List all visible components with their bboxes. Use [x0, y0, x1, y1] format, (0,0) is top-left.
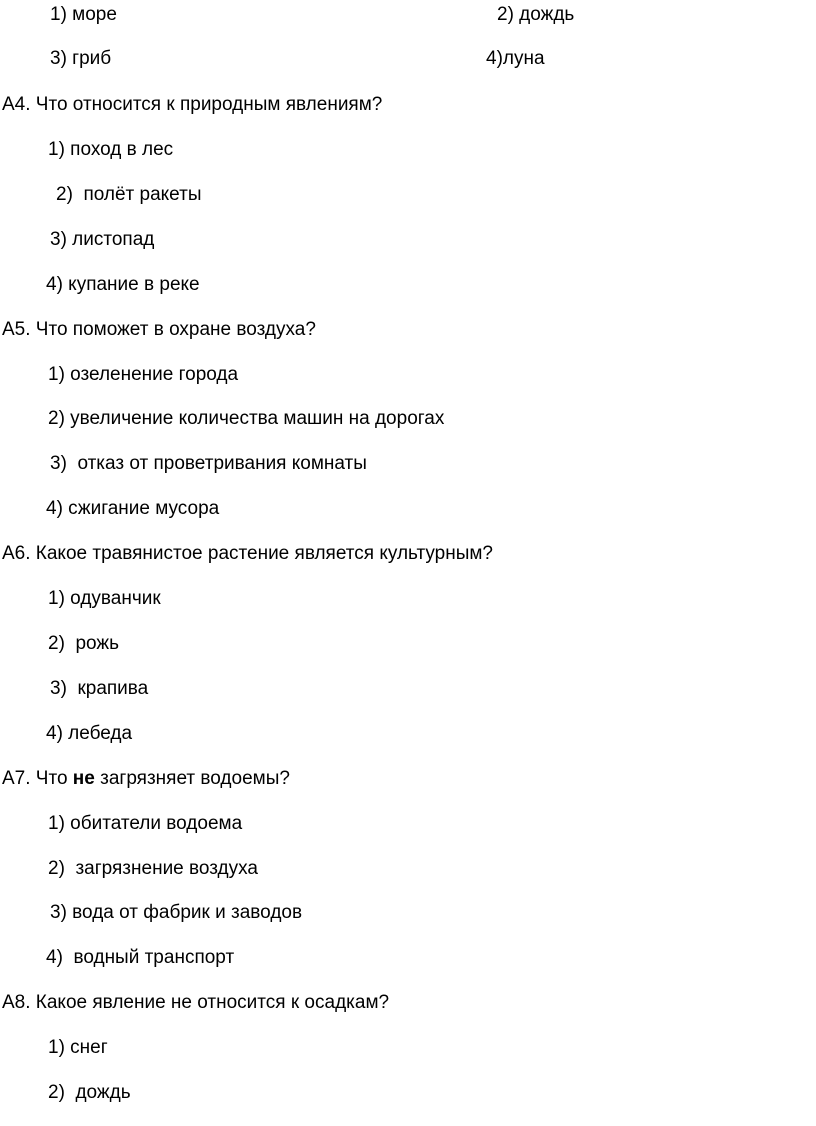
option-top-3: 3) гриб: [50, 48, 112, 69]
option-a8-2: 2) дождь: [48, 1082, 131, 1103]
option-a6-1: 1) одуванчик: [48, 588, 161, 609]
question-a8: А8. Какое явление не относится к осадкам?: [2, 992, 390, 1013]
question-a4: А4. Что относится к природным явлениям?: [2, 94, 383, 115]
question-a7-emphasis: не: [72, 768, 95, 789]
question-a7-text-end: загрязняет водоемы?: [94, 768, 290, 789]
option-a4-4: 4) купание в реке: [46, 274, 200, 295]
question-a6: А6. Какое травянистое растение является культурным?: [2, 543, 493, 564]
option-a5-1: 1) озеленение города: [48, 364, 239, 385]
option-top-2: 2) дождь: [497, 4, 575, 25]
option-a7-3: 3) вода от фабрик и заводов: [50, 902, 303, 923]
option-top-4: 4)луна: [486, 48, 545, 69]
question-a5: А5. Что поможет в охране воздуха?: [2, 319, 316, 340]
option-a4-2: 2) полёт ракеты: [56, 184, 202, 205]
option-a6-4: 4) лебеда: [46, 723, 133, 744]
option-a7-1: 1) обитатели водоема: [48, 813, 243, 834]
option-a4-1: 1) поход в лес: [48, 139, 174, 160]
option-top-1: 1) море: [50, 4, 117, 25]
question-a7-text-start: А7. Что: [2, 768, 73, 789]
option-a5-4: 4) сжигание мусора: [46, 498, 220, 519]
option-a4-3: 3) листопад: [50, 229, 155, 250]
option-a7-2: 2) загрязнение воздуха: [48, 858, 258, 879]
option-a6-3: 3) крапива: [50, 678, 149, 699]
option-a7-4: 4) водный транспорт: [46, 947, 235, 968]
option-a6-2: 2) рожь: [48, 633, 119, 654]
option-a5-2: 2) увеличение количества машин на дорогах: [48, 408, 445, 429]
option-a5-3: 3) отказ от проветривания комнаты: [50, 453, 367, 474]
question-a7: [2, 768, 290, 790]
option-a8-1: 1) снег: [48, 1037, 108, 1058]
